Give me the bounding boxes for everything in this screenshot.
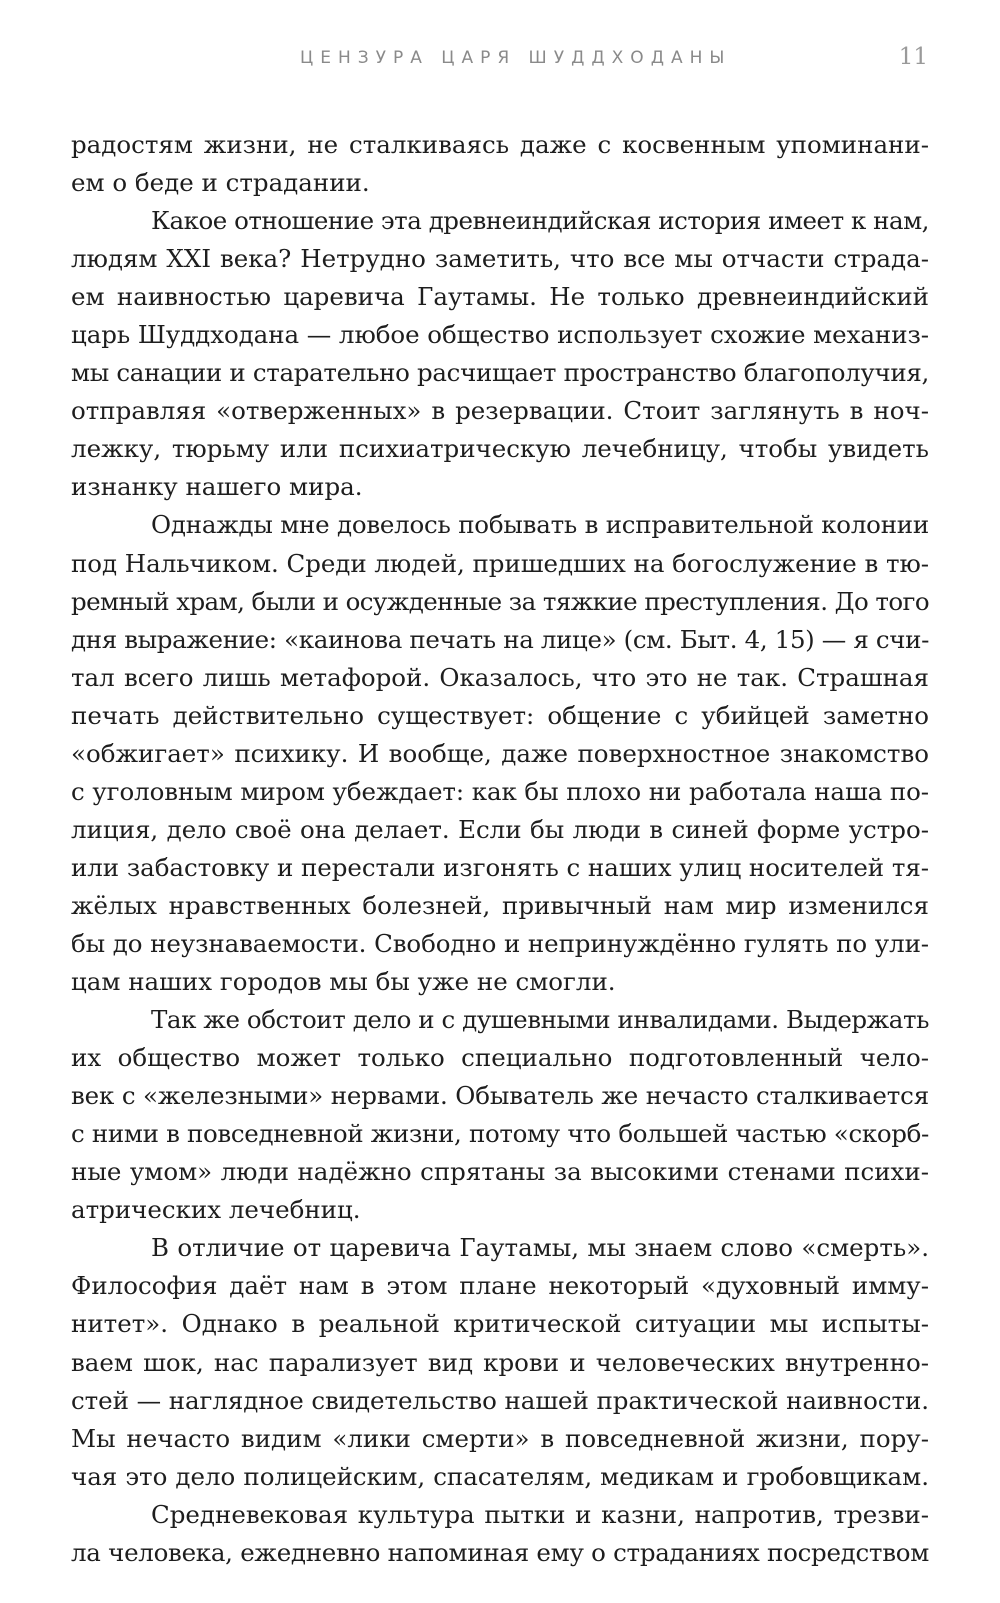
text-line: мы санации и старательно расчищает пространство благополучия, — [71, 358, 929, 388]
text-line: В отличие от царевича Гаутамы, мы знаем слово «смерть». — [151, 1233, 929, 1263]
text-line: стей — наглядное свидетельство нашей практической наивности. — [71, 1385, 930, 1415]
text-line: тал всего лишь метафорой. Оказалось, что это не так. Страшная — [71, 662, 929, 692]
text-line: ем наивностью царевича Гаутамы. Не только древнеиндийский — [71, 282, 929, 312]
text-line: дня выражение: «каинова печать на лице» (см. Быт. 4, 15) — я счи- — [71, 624, 930, 654]
text-line: Философия даёт нам в этом плане некоторый «духовный имму- — [71, 1271, 929, 1301]
text-line: под Нальчиком. Среди людей, пришедших на богослужение в тю- — [71, 548, 929, 578]
text-line: ваем шок, нас парализует вид крови и человеческих внутренно- — [71, 1347, 929, 1377]
text-line: ремный храм, были и осужденные за тяжкие преступления. До того — [71, 586, 929, 616]
text-line: или забастовку и перестали изгонять с наших улиц носителей тя- — [71, 852, 929, 882]
text-line: чая это дело полицейским, спасателям, медикам и гробовщикам. — [71, 1461, 929, 1491]
text-line: жёлых нравственных болезней, привычный нам мир изменился — [71, 890, 929, 920]
text-line: «обжигает» психику. И вообще, даже поверхностное знакомство — [71, 738, 929, 768]
text-line: их общество может только специально подготовленный чело- — [71, 1043, 929, 1073]
text-line: Средневековая культура пытки и казни, напротив, трезви- — [151, 1499, 929, 1529]
text-line: отправляя «отверженных» в резервации. Стоит заглянуть в ноч- — [71, 396, 929, 426]
text-line: Однажды мне довелось побывать в исправительной колонии — [151, 510, 929, 540]
text-line: цам наших городов мы бы уже не смогли. — [71, 967, 616, 997]
text-line: радостям жизни, не сталкиваясь даже с косвенным упоминани- — [71, 130, 929, 159]
text-line: атрических лечебниц. — [71, 1195, 361, 1225]
text-line: ла человека, ежедневно напоминая ему о страданиях посредством — [71, 1537, 929, 1567]
text-line: царь Шуддходана — любое общество использует схожие механиз- — [71, 320, 929, 350]
text-line: лиция, дело своё она делает. Если бы люди в синей форме устро- — [71, 814, 929, 844]
text-line: век с «железными» нервами. Обыватель же нечасто сталкивается — [71, 1081, 930, 1111]
text-line: Мы нечасто видим «лики смерти» в повседневной жизни, пору- — [71, 1423, 929, 1453]
text-line: Какое отношение эта древнеиндийская история имеет к нам, — [151, 206, 929, 236]
body-text — [71, 126, 929, 1572]
page-number: 11 — [898, 44, 928, 70]
text-line: людям XXI века? Нетрудно заметить, что все мы отчасти страда- — [71, 244, 929, 274]
text-line: ем о беде и страдании. — [71, 168, 370, 198]
text-line: с ними в повседневной жизни, потому что большей частью «скорб- — [71, 1119, 929, 1149]
text-line: бы до неузнаваемости. Свободно и непринуждённо гулять по ули- — [71, 928, 929, 958]
text-line: нитет». Однако в реальной критической ситуации мы испыты- — [71, 1309, 929, 1339]
running-head-title: ЦЕНЗУРА ЦАРЯ ШУДДХОДАНЫ — [300, 48, 732, 68]
text-line: печать действительно существует: общение с убийцей заметно — [71, 700, 929, 730]
text-line: лежку, тюрьму или психиатрическую лечебницу, чтобы увидеть — [71, 434, 929, 464]
text-line: изнанку нашего мира. — [71, 472, 363, 502]
text-line: ные умом» люди надёжно спрятаны за высокими стенами психи- — [71, 1157, 929, 1187]
text-line: Так же обстоит дело и с душевными инвалидами. Выдержать — [151, 1005, 929, 1035]
text-line: с уголовным миром убеждает: как бы плохо ни работала наша по- — [71, 776, 929, 806]
